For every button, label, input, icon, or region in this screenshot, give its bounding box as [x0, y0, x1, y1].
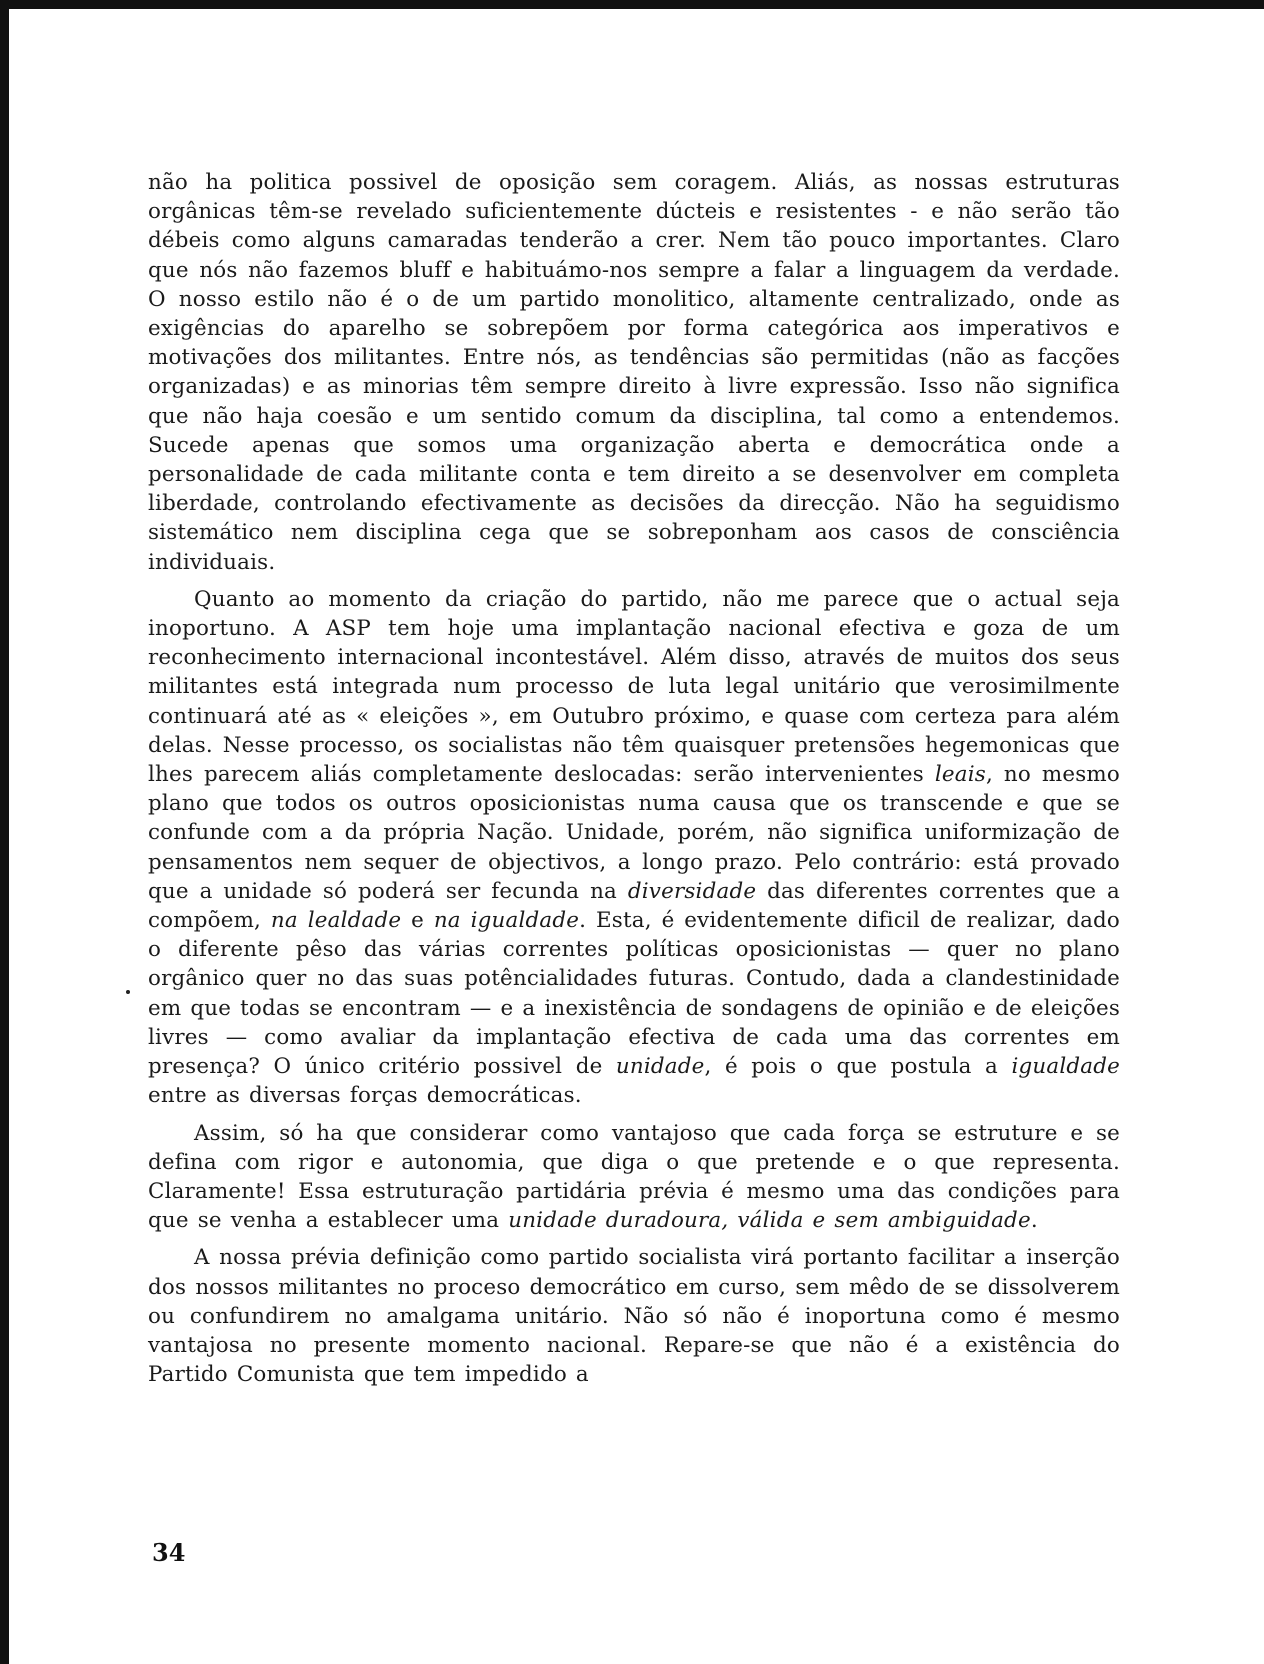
- paragraph-2-text: . Esta, é evidentemente dificil de realizar, dado o diferente pêso das várias correntes políticas oposicionistas — quer no plano orgânico quer no das suas potêncialidades futuras. Contudo, dada a clandestinidade em que todas se encontram — e a inexistência de sondagens de opinião e de eleições livres — como avaliar da implantação efectiva de cada uma das correntes em presença? O único critério possivel de: [148, 908, 1121, 1080]
- margin-mark: [126, 990, 130, 994]
- emphasis-igualdade-2: igualdade: [1011, 1054, 1120, 1080]
- emphasis-diversidade: diversidade: [627, 878, 757, 904]
- page-body: [148, 168, 1120, 1389]
- paragraph-3: [148, 1119, 1120, 1236]
- paragraph-2-text: , é pois o que postula a: [704, 1054, 1012, 1080]
- scan-edge-left: [0, 0, 9, 1664]
- emphasis-unidade-duradoura: unidade duradoura, válida e sem ambiguidade: [508, 1208, 1031, 1234]
- emphasis-lealdade: na lealdade: [270, 908, 402, 934]
- emphasis-unidade: unidade: [615, 1054, 705, 1080]
- paragraph-2-text: Quanto ao momento da criação do partido, não me parece que o actual seja inoportuno. A ASP tem hoje uma implantação nacional efectiva e goza de um reconhecimento internacional incontestável. Além disso, através de muitos dos seus militantes está integrada num processo de luta legal unitário que verosimilmente continuará até as « eleições », em Outubro próximo, e quase com certeza para além delas. Nesse processo, os socialistas não têm quaisquer pretensões hegemonicas que lhes parecem aliás completamente deslocadas: serão intervenientes: [148, 586, 1120, 788]
- paragraph-2-text: das diferentes correntes que a compõem,: [148, 878, 1120, 934]
- emphasis-igualdade: na igualdade: [433, 908, 580, 934]
- paragraph-4: A nossa prévia definição como partido socialista virá portanto facilitar a inserção dos nossos militantes no proceso democrático em curso, sem mêdo de se dissolverem ou confundirem no amalgama unitário. Não só não é inoportuna como é mesmo vantajosa no presente momento nacional. Repare-se que não é a existência do Partido Comunista que tem impedido a: [148, 1245, 1120, 1388]
- paragraph-1: não ha politica possivel de oposição sem coragem. Aliás, as nossas estruturas orgânicas têm-se revelado suficientemente dúcteis e resistentes - e não serão tão débeis como alguns camaradas tenderão a crer. Nem tão pouco importantes. Claro que nós não fazemos bluff e habituámo-nos sempre a falar a linguagem da verdade. O nosso estilo não é o de um partido monolitico, altamente centralizado, onde as exigências do aparelho se sobrepõem por forma categórica aos imperativos e motivações dos militantes. Entre nós, as tendências são permitidas (não as facções organizadas) e as minorias têm sempre direito à livre expressão. Isso não significa que não haja coesão e um sentido comum da disciplina, tal como a entendemos. Sucede apenas que somos uma organização aberta e democrática onde a personalidade de cada militante conta e tem direito a se desenvolver em completa liberdade, controlando efectivamente as decisões da direcção. Não ha seguidismo sistemático nem disciplina cega que se sobreponham aos casos de consciência individuais.: [148, 170, 1120, 575]
- paragraph-3-text: .: [1030, 1208, 1038, 1234]
- scan-edge-top: [0, 0, 1264, 9]
- paragraph-2-text: e: [401, 908, 434, 934]
- paragraph-2-text: entre as diversas forças democráticas.: [148, 1083, 582, 1109]
- paragraph-2-text: , no mesmo plano que todos os outros oposicionistas numa causa que os transcende e que se confunde com a da própria Nação. Unidade, porém, não significa uniformização de pensamentos nem sequer de objectivos, a longo prazo. Pelo contrário: está provado que a unidade só poderá ser fecunda na: [148, 762, 1120, 904]
- paragraph-3-text: Assim, só ha que considerar como vantajoso que cada força se estruture e se defina com rigor e autonomia, que diga o que pretende e o que representa. Claramente! Essa estruturação partidária prévia é mesmo uma das condições para que se venha a establecer uma: [148, 1120, 1120, 1234]
- emphasis-leais: leais: [934, 762, 986, 788]
- paragraph-2: [148, 585, 1120, 1111]
- page-number: 34: [152, 1538, 186, 1567]
